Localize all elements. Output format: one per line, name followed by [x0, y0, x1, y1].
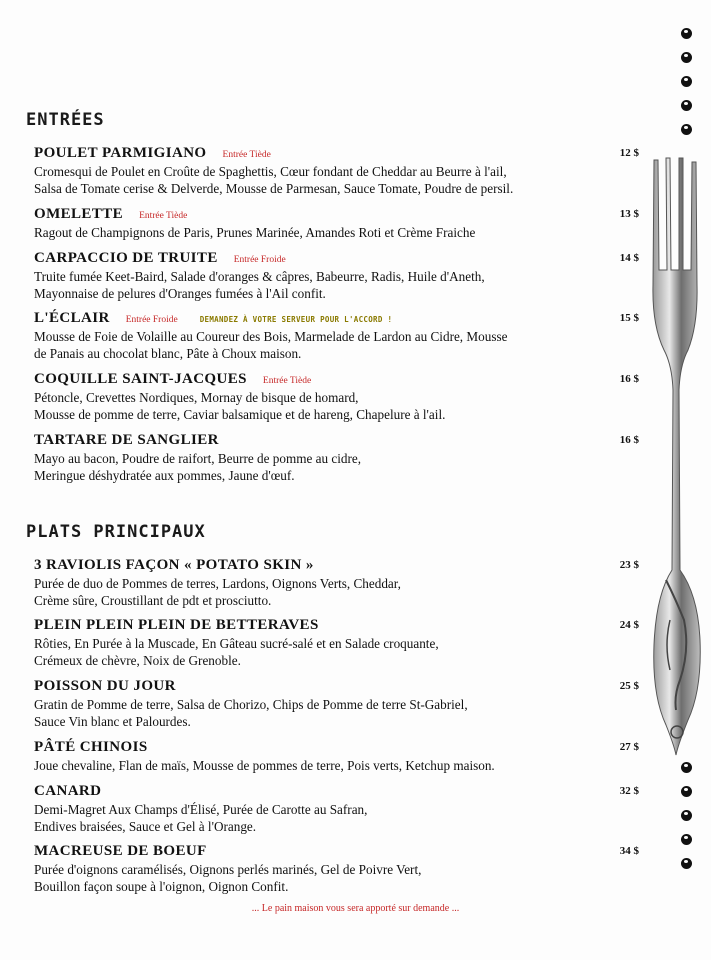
dish-price: 24 $ [619, 619, 639, 631]
section-title-plats: PLATS PRINCIPAUX [26, 522, 206, 542]
dish-item [34, 250, 639, 302]
dish-item [34, 783, 639, 835]
desc-line: Endives braisées, Sauce et Gel à l'Orange. [34, 819, 257, 834]
dish-name: OMELETTE [34, 206, 124, 222]
desc-line: Purée de duo de Pommes de terres, Lardons, Oignons Verts, Cheddar, [34, 576, 401, 591]
dish-name: L'ÉCLAIR [34, 310, 110, 326]
desc-line: Truite fumée Keet-Baird, Salade d'oranges & câpres, Babeurre, Radis, Huile d'Aneth, [34, 269, 485, 284]
binding-hole-icon [681, 786, 692, 797]
binding-bottom [681, 762, 695, 882]
dish-price: 23 $ [619, 559, 639, 571]
desc-line: Crémeux de chèvre, Noix de Grenoble. [34, 653, 241, 668]
dish-item [34, 371, 639, 423]
dish-item [34, 617, 639, 669]
section-title-entrees: ENTRÉES [26, 110, 105, 130]
dish-item [34, 739, 639, 774]
desc-line: Mousse de Foie de Volaille au Coureur des Bois, Marmelade de Lardon au Cidre, Mousse [34, 329, 508, 344]
fork-icon [640, 150, 711, 760]
binding-hole-icon [681, 834, 692, 845]
dish-name: POULET PARMIGIANO [34, 145, 207, 161]
desc-line: de Panais au chocolat blanc, Pâte à Choux maison. [34, 346, 302, 361]
dish-item [34, 206, 639, 241]
dish-description [34, 224, 604, 241]
dish-price: 27 $ [619, 741, 639, 753]
desc-line: Rôties, En Purée à la Muscade, En Gâteau sucré-salé et en Salade croquante, [34, 636, 439, 651]
binding-hole-icon [681, 52, 692, 63]
binding-hole-icon [681, 100, 692, 111]
dish-description [34, 635, 604, 669]
binding-top [681, 28, 695, 148]
dish-name: PLEIN PLEIN PLEIN DE BETTERAVES [34, 617, 319, 633]
dish-description [34, 268, 604, 302]
dish-name: PÂTÉ CHINOIS [34, 739, 148, 755]
dish-name: POISSON DU JOUR [34, 678, 176, 694]
desc-line: Pétoncle, Crevettes Nordiques, Mornay de bisque de homard, [34, 390, 359, 405]
desc-line: Mayonnaise de pelures d'Oranges fumées à l'Ail confit. [34, 286, 326, 301]
dish-name: CANARD [34, 783, 102, 799]
dish-tag: Entrée Froide [233, 255, 286, 265]
dish-price: 16 $ [619, 373, 639, 385]
desc-line: Gratin de Pomme de terre, Salsa de Chorizo, Chips de Pomme de terre St-Gabriel, [34, 697, 468, 712]
dish-name: CARPACCIO DE TRUITE [34, 250, 218, 266]
dish-description [34, 757, 604, 774]
dish-description [34, 328, 604, 362]
binding-hole-icon [681, 810, 692, 821]
dish-description [34, 696, 604, 730]
dish-description [34, 861, 604, 895]
desc-line: Crème sûre, Croustillant de pdt et prosciutto. [34, 593, 272, 608]
dish-description [34, 389, 604, 423]
dish-price: 32 $ [619, 785, 639, 797]
desc-line: Meringue déshydratée aux pommes, Jaune d'œuf. [34, 468, 295, 483]
desc-line: Mayo au bacon, Poudre de raifort, Beurre de pomme au cidre, [34, 451, 362, 466]
dish-name: MACREUSE DE BOEUF [34, 843, 207, 859]
dish-name: COQUILLE SAINT-JACQUES [34, 371, 247, 387]
desc-line: Sauce Vin blanc et Palourdes. [34, 714, 191, 729]
dish-price: 12 $ [619, 147, 639, 159]
dish-name: 3 RAVIOLIS FAÇON « POTATO SKIN » [34, 557, 314, 573]
dish-description [34, 163, 604, 197]
binding-hole-icon [681, 124, 692, 135]
dish-price: 25 $ [619, 680, 639, 692]
pairing-note: DEMANDEZ À VOTRE SERVEUR POUR L'ACCORD ! [199, 315, 393, 324]
dish-description [34, 801, 604, 835]
dish-price: 16 $ [619, 434, 639, 446]
binding-hole-icon [681, 762, 692, 773]
dish-name: TARTARE DE SANGLIER [34, 432, 219, 448]
dish-item [34, 432, 639, 484]
desc-line: Mousse de pomme de terre, Caviar balsamique et de hareng, Chapelure à l'ail. [34, 407, 446, 422]
dish-item [34, 310, 639, 362]
dish-tag: Entrée Tiède [139, 211, 188, 221]
dish-tag: Entrée Froide [125, 315, 178, 325]
dish-item [34, 843, 639, 895]
desc-line: Joue chevaline, Flan de maïs, Mousse de pommes de terre, Pois verts, Ketchup maison. [34, 758, 495, 773]
desc-line: Ragout de Champignons de Paris, Prunes Marinée, Amandes Roti et Crème Fraiche [34, 225, 476, 240]
binding-hole-icon [681, 76, 692, 87]
bread-footer-note: ... Le pain maison vous sera apporté sur demande ... [251, 903, 460, 914]
desc-line: Demi-Magret Aux Champs d'Élisé, Purée de Carotte au Safran, [34, 802, 368, 817]
dish-item [34, 145, 639, 197]
desc-line: Cromesqui de Poulet en Croûte de Spaghettis, Cœur fondant de Cheddar au Beurre à l'ail, [34, 164, 507, 179]
binding-hole-icon [681, 858, 692, 869]
dish-tag: Entrée Tiède [262, 376, 312, 386]
desc-line: Bouillon façon soupe à l'oignon, Oignon Confit. [34, 879, 289, 894]
dish-price: 14 $ [619, 252, 639, 264]
dish-price: 34 $ [619, 845, 639, 857]
desc-line: Purée d'oignons caramélisés, Oignons perlés marinés, Gel de Poivre Vert, [34, 862, 422, 877]
dish-item [34, 678, 639, 730]
dish-item [34, 557, 639, 609]
dish-description [34, 575, 604, 609]
desc-line: Salsa de Tomate cerise & Delverde, Mousse de Parmesan, Sauce Tomate, Poudre de persil. [34, 181, 514, 196]
binding-hole-icon [681, 28, 692, 39]
dish-description [34, 450, 604, 484]
dish-tag: Entrée Tiède [222, 150, 271, 160]
dish-price: 15 $ [619, 312, 639, 324]
dish-price: 13 $ [619, 208, 639, 220]
